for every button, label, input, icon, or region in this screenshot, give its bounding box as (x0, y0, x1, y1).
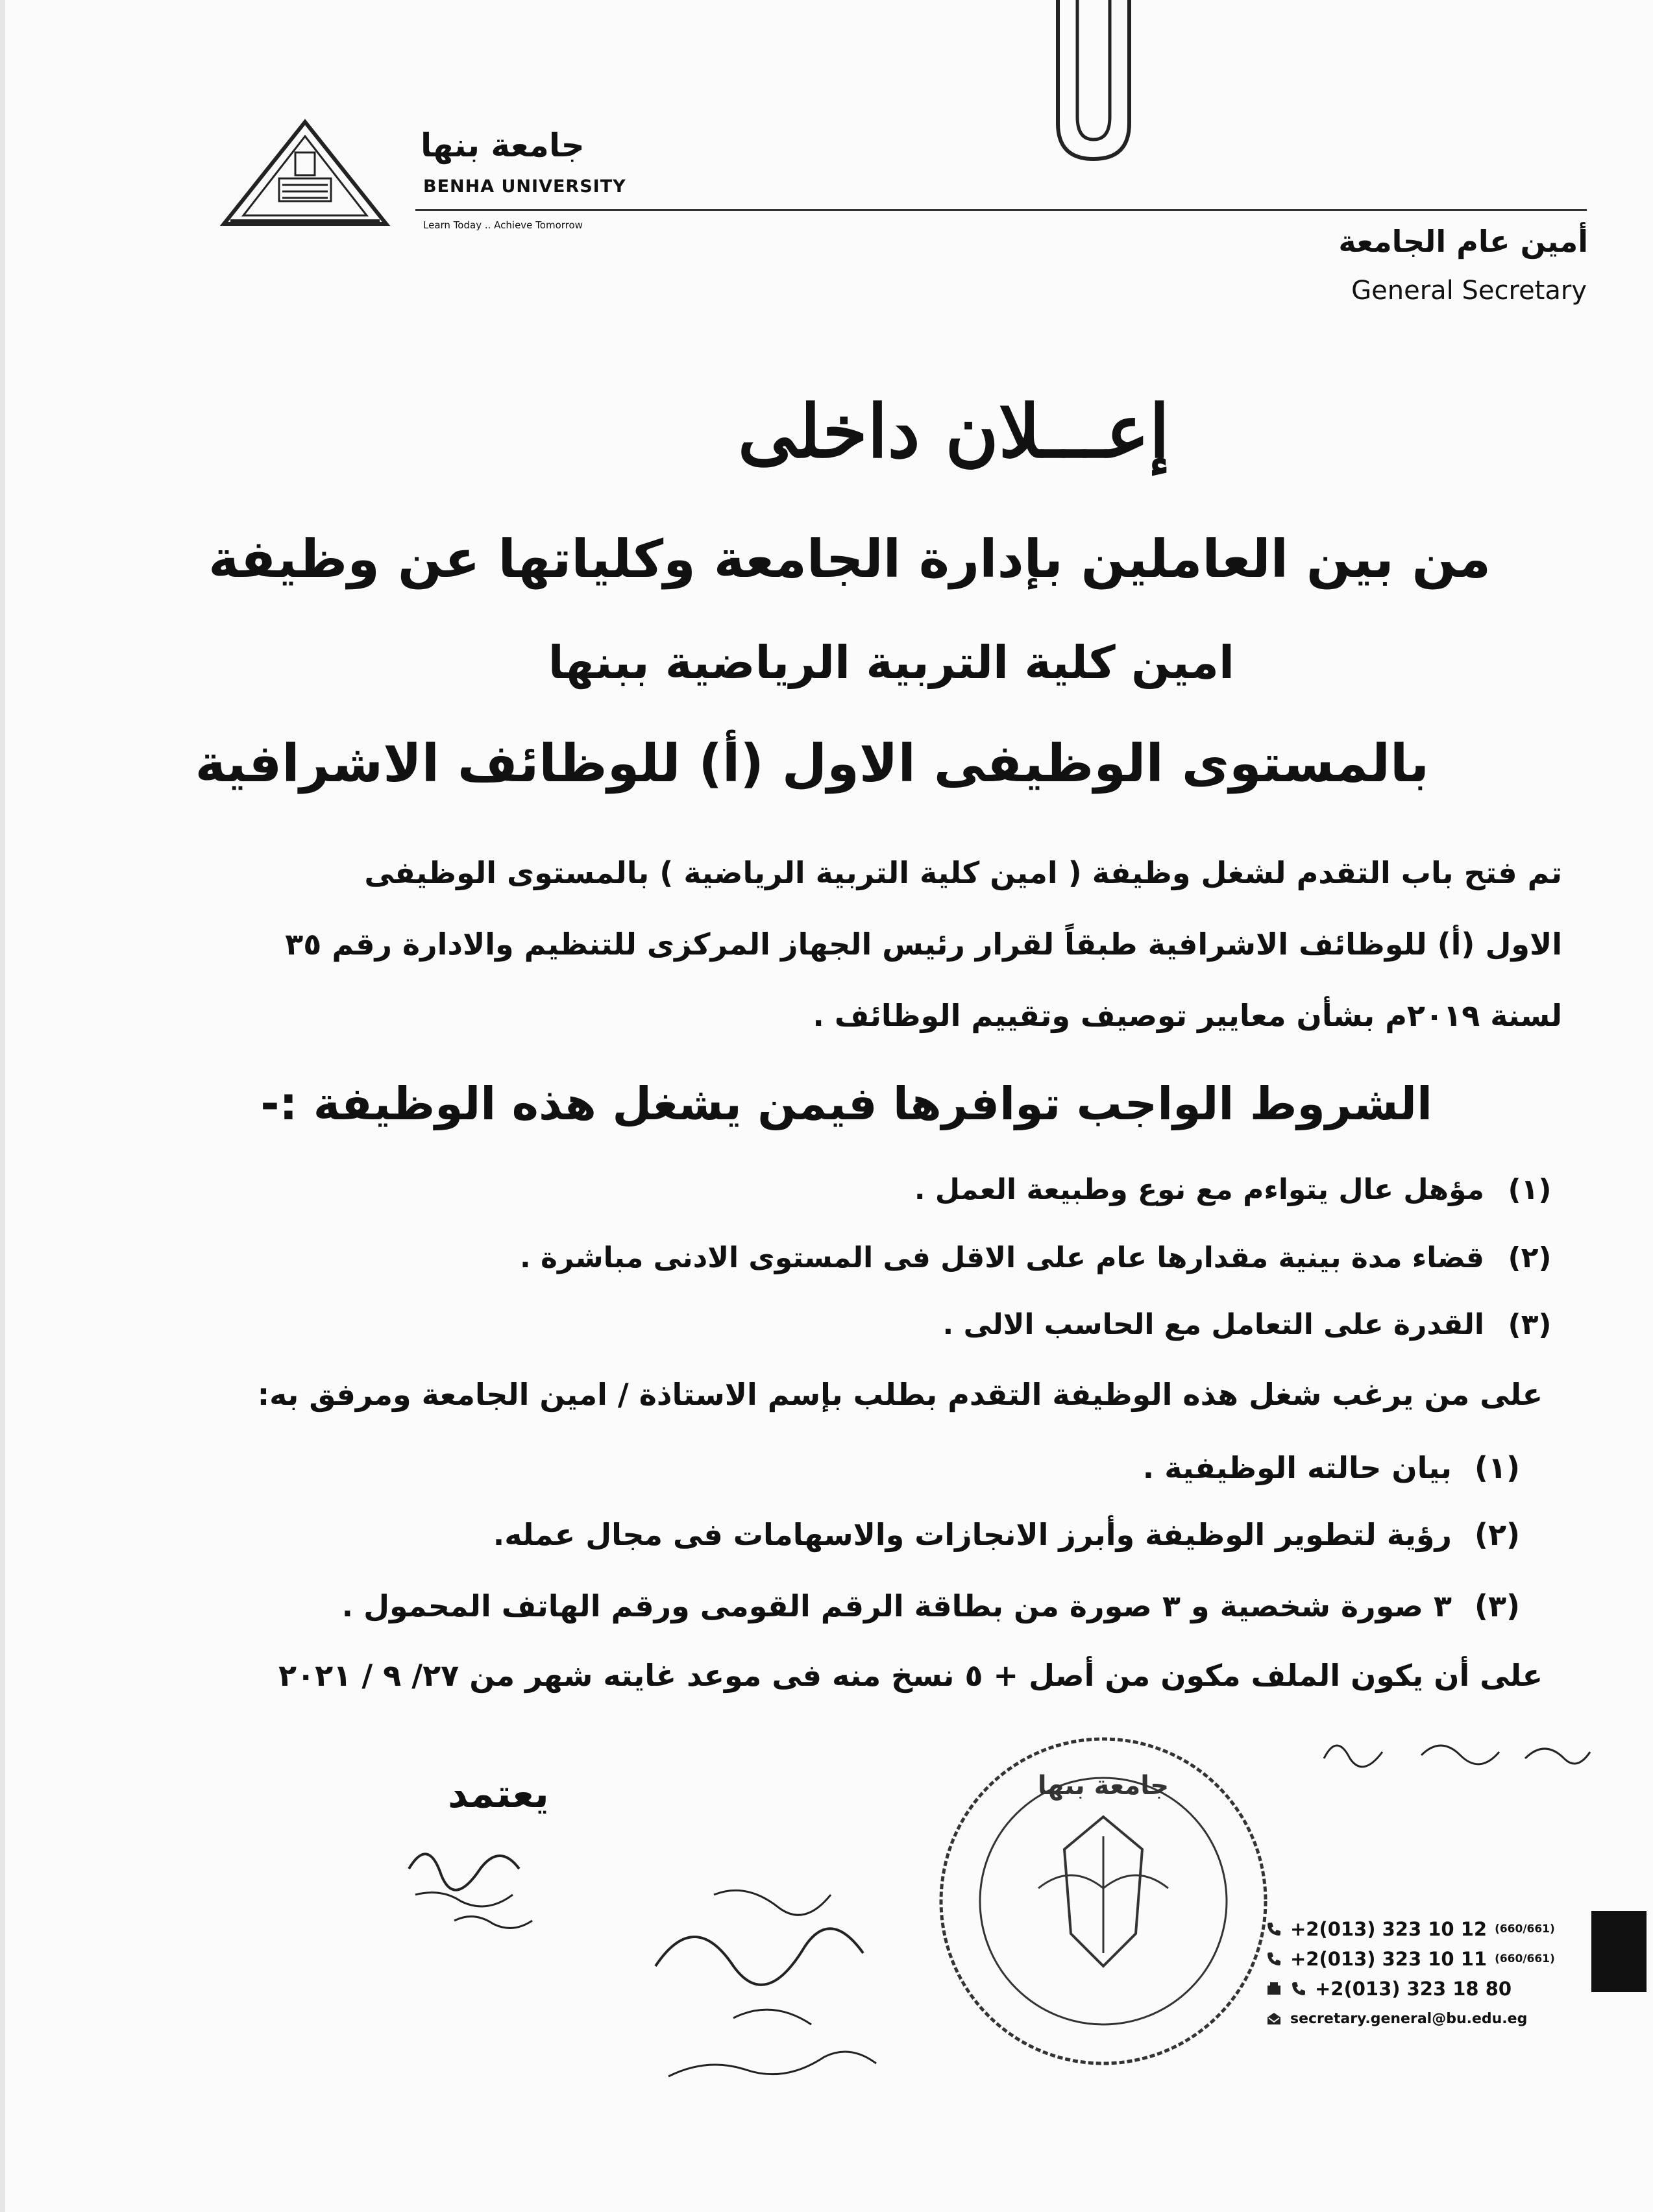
condition-text: قضاء مدة بينية مقدارها عام على الاقل فى المستوى الادنى مباشرة . (519, 1241, 1484, 1274)
handwritten-signature-icon (389, 1830, 558, 1934)
contact-info (1266, 1914, 1555, 2034)
paperclip-icon (1045, 0, 1142, 169)
job-level: بالمستوى الوظيفى الاول (أ) للوظائف الاشرافية (195, 733, 1429, 794)
office-title-arabic: أمين عام الجامعة (1338, 224, 1588, 259)
university-tagline: Learn Today .. Achieve Tomorrow (423, 219, 583, 231)
requirement-text: ٣ صورة شخصية و ٣ صورة من بطاقة الرقم القومى ورقم الهاتف المحمول . (341, 1588, 1452, 1623)
contact-row (1266, 1974, 1555, 2004)
contact-row (1266, 1944, 1555, 1974)
apply-instructions: على من يرغب شغل هذه الوظيفة التقدم بطلب بإسم الاستاذة / امين الجامعة ومرفق به: (257, 1377, 1543, 1412)
condition-text: القدرة على التعامل مع الحاسب الالى . (942, 1308, 1484, 1341)
requirement-text: رؤية لتطوير الوظيفة وأبرز الانجازات والاسهامات فى مجال عمله. (493, 1517, 1452, 1552)
deadline-text: على أن يكون الملف مكون من أصل + ٥ نسخ منه فى موعد غايته شهر من ٢٧/ ٩ / ٢٠٢١ (278, 1658, 1543, 1693)
requirement-number: (١) (1474, 1450, 1521, 1485)
job-title: امين كلية التربية الرياضية ببنها (548, 636, 1234, 689)
phone-icon (1266, 1921, 1282, 1938)
approval-label: يعتمد (448, 1771, 549, 1817)
stamp-text: جامعة بنها (1037, 1771, 1169, 1801)
phone-icon (1266, 1951, 1282, 1967)
paragraph-line: لسنة ٢٠١٩م بشأن معايير توصيف وتقييم الوظائف . (813, 998, 1562, 1033)
condition-number: (٢) (1508, 1241, 1552, 1274)
condition-item (914, 1173, 1575, 1206)
requirement-number: (٢) (1474, 1517, 1521, 1552)
office-title-english: General Secretary (1351, 276, 1587, 306)
university-logo-icon (217, 117, 393, 230)
requirement-item (1143, 1450, 1543, 1485)
scan-edge (0, 0, 5, 2212)
conditions-heading: الشروط الواجب توافرها فيمن يشغل هذه الوظيفة :- (260, 1077, 1432, 1130)
contact-email: secretary.general@bu.edu.eg (1290, 2010, 1528, 2027)
announcement-title: إعـــلان داخلى (737, 389, 1169, 474)
contact-row (1266, 2004, 1555, 2034)
handwritten-signature-icon (617, 1869, 928, 2102)
contact-extension: (660/661) (1495, 1952, 1555, 1965)
requirement-number: (٣) (1474, 1588, 1521, 1623)
condition-number: (٣) (1508, 1308, 1552, 1341)
condition-item (943, 1308, 1575, 1341)
requirement-item (342, 1588, 1543, 1623)
university-name-english: BENHA UNIVERSITY (423, 176, 626, 197)
contact-extension: (660/661) (1495, 1923, 1555, 1936)
contact-number: +2(013) 323 10 11 (1290, 1948, 1488, 1970)
corner-mark (1591, 1911, 1647, 1992)
phone-icon (1290, 1980, 1307, 1997)
requirement-text: بيان حالته الوظيفية . (1142, 1450, 1452, 1485)
email-icon (1266, 2010, 1282, 2027)
fax-icon (1266, 1980, 1282, 1997)
condition-item (520, 1241, 1575, 1274)
contact-row (1266, 1914, 1555, 1944)
paragraph-line: الاول (أ) للوظائف الاشرافية طبقاً لقرار رئيس الجهاز المركزى للتنظيم والادارة رقم ٣٥ (285, 927, 1562, 962)
paragraph-line: تم فتح باب التقدم لشغل وظيفة ( امين كلية التربية الرياضية ) بالمستوى الوظيفى (364, 855, 1562, 890)
official-stamp-icon (922, 1720, 1285, 2083)
handwritten-signature-icon (1311, 1720, 1597, 1791)
contact-number: +2(013) 323 18 80 (1315, 1978, 1512, 2000)
header-divider (415, 209, 1587, 211)
contact-number: +2(013) 323 10 12 (1290, 1918, 1488, 1940)
condition-number: (١) (1508, 1173, 1552, 1206)
announcement-subtitle: من بين العاملين بإدارة الجامعة وكلياتها عن وظيفة (208, 529, 1491, 589)
university-name-arabic: جامعة بنها (421, 127, 585, 164)
requirement-item (493, 1517, 1543, 1552)
condition-text: مؤهل عال يتواءم مع نوع وطبيعة العمل . (914, 1173, 1484, 1206)
